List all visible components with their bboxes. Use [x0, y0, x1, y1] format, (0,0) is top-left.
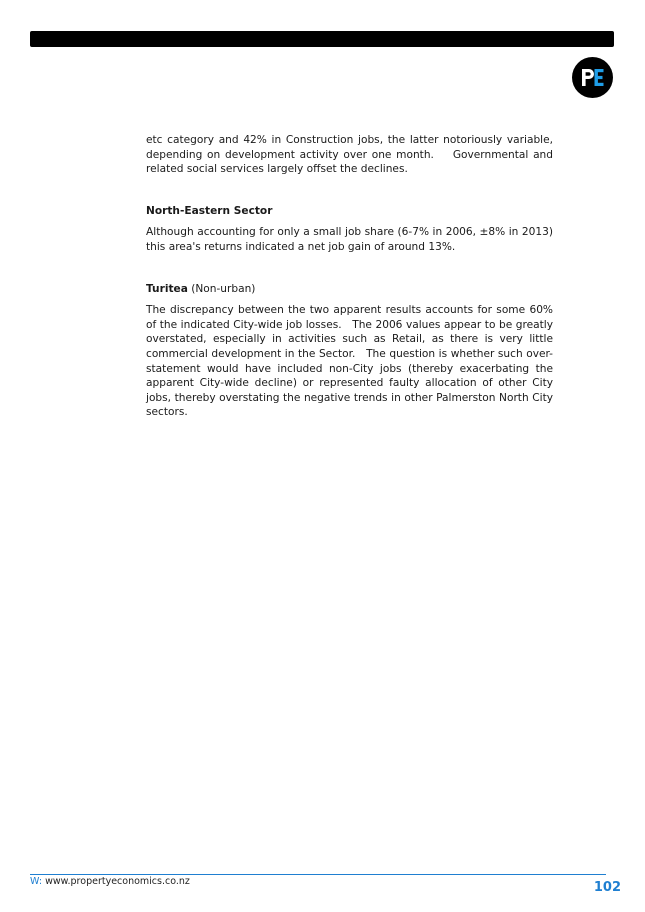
- footer-website: [30, 876, 190, 887]
- footer-website-link[interactable]: www.propertyeconomics.co.nz: [42, 876, 190, 887]
- intro-paragraph: etc category and 42% in Construction jobs, the latter notoriously variable, depending on development activity over one month. Governmental and related social services largely offset the declines.: [146, 134, 557, 176]
- page-content: [146, 133, 557, 420]
- footer-web-prefix: W:: [30, 876, 43, 887]
- footer-divider: [30, 874, 606, 875]
- section-paragraph-turitea: The discrepancy between the two apparent results accounts for some 60% of the indicated City-wide job losses. The 2006 values appear to be greatly overstated, especially in activities such as Retail, as there is very little commercial development in the Sector. The question is whether such over-statement would have included non-City jobs (thereby exacerbating the apparent City-wide decline) or represented faulty allocation of other City jobs, thereby overstating the negative trends in other Palmerston North City sectors.: [146, 304, 557, 419]
- section-heading-north-eastern: North-Eastern Sector: [146, 204, 273, 217]
- pe-logo-icon: [572, 57, 613, 98]
- turitea-heading-suffix: (Non-urban): [187, 282, 256, 295]
- pe-logo: [572, 57, 613, 98]
- turitea-heading-bold: Turitea: [146, 282, 188, 295]
- section-paragraph-north-eastern: Although accounting for only a small job share (6-7% in 2006, ±8% in 2013) this area's returns indicated a net job gain of around 13%.: [146, 226, 553, 253]
- section-heading-turitea: [146, 282, 553, 297]
- page-number: 102: [593, 880, 621, 895]
- header-bar: [30, 31, 614, 47]
